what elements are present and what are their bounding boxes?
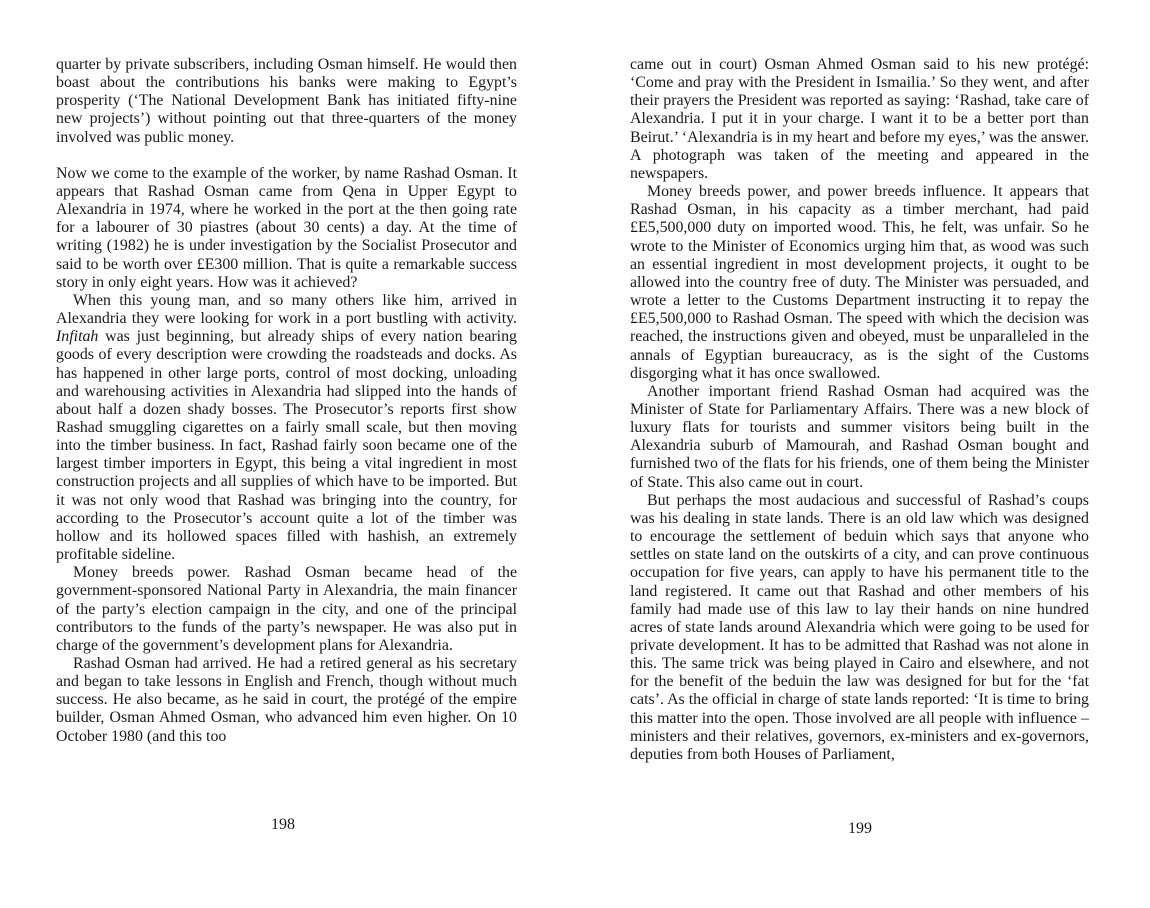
paragraph: Money breeds power. Rashad Osman became head of the government-sponsored National Party in Alexandria, the main financer of the party’s election campaign in the city, and one of the principal contributors to the funds of the party’s newspaper. He was also put in charge of the government’s development plans for Alexandria. xyxy=(56,564,517,654)
left-page-text xyxy=(56,56,517,746)
paragraph-text: When this young man, and so many others like him, arrived in Alexandria they were looking for work in a port bustling with activity. xyxy=(56,291,517,328)
paragraph: Another important friend Rashad Osman had acquired was the Minister of State for Parliamentary Affairs. There was a new block of luxury flats for tourists and summer visitors being built in the Alexandria suburb of Mamourah, and Rashad Osman bought and furnished two of the flats for his friends, one of them being the Minister of State. This also came out in court. xyxy=(630,382,1089,491)
left-page xyxy=(56,56,517,746)
page-number: 198 xyxy=(271,816,295,833)
page-number: 199 xyxy=(848,820,872,837)
paragraph: Money breeds power, and power breeds influence. It appears that Rashad Osman, in his capacity as a timber merchant, had paid £E5,500,000 duty on imported wood. This, he felt, was unfair. So he wrote to the Minister of Economics urging him that, as wood was such an essential ingredient in most development projects, it ought to be allowed into the country free of duty. The Minister was persuaded, and wrote a letter to the Customs Department instructing it to repay the £E5,500,000 to Rashad Osman. The speed with which the decision was reached, the instructions given and obeyed, must be unparalleled in the annals of Egyptian bureaucracy, as is the sight of the Customs disgorging what it has once swallowed. xyxy=(630,183,1089,382)
paragraph-text: was just beginning, but already ships of every nation bearing goods of every description were crowding the roadsteads and docks. As has happened in other large ports, control of most docking, unloading and warehousing activities in Alexandria had slipped into the hands of about half a dozen shady bosses. The Prosecutor’s reports first show Rashad smuggling cigarettes on a fairly small scale, but then moving into the timber business. In fact, Rashad fairly soon became one of the largest timber importers in Egypt, this being a vital ingredient in most construction projects and all supplies of which have to be imported. But it was not only wood that Rashad was bringing into the country, for according to the Prosecutor’s account quite a lot of the timber was hollow and its hollowed spaces filled with hashish, an extremely profitable sideline. xyxy=(56,328,517,564)
right-page xyxy=(630,56,1089,764)
paragraph: But perhaps the most audacious and successful of Rashad’s coups was his dealing in state lands. There is an old law which was designed to encourage the settlement of beduin which says that anyone who settles on state land on the outskirts of a city, and can prove continuous occupation for five years, can apply to have his permanent title to the land registered. It came out that Rashad and other members of his family had made use of this law to lay their hands on nine hundred acres of state lands around Alexandria which were going to be used for private development. It has to be admitted that Rashad was not alone in this. The same trick was being played in Cairo and elsewhere, and not for the benefit of the beduin the law was designed for but for the ‘fat cats’. As the official in charge of state lands reported: ‘It is time to bring this matter into the open. Those involved are all people with influence – ministers and their relatives, governors, ex-ministers and ex-governors, deputies from both Houses of Parliament, xyxy=(630,491,1089,763)
paragraph: quarter by private subscribers, including Osman himself. He would then boast about the contributions his banks were making to Egypt’s prosperity (‘The National Development Bank has initiated fifty-nine new projects’) without pointing out that three-quarters of the money involved was public money. xyxy=(56,56,517,146)
italic-term: Infitah xyxy=(56,328,99,346)
paragraph: came out in court) Osman Ahmed Osman said to his new protégé: ‘Come and pray with the President in Ismailia.’ So they went, and after their prayers the President was reported as saying: ‘Rashad, take care of Alexandria. I put it in your charge. I want it to be a better port than Beirut.’ ‘Alexandria is in my heart and before my eyes,’ was the answer. A photograph was taken of the meeting and appeared in the newspapers. xyxy=(630,56,1089,182)
paragraph xyxy=(56,292,517,564)
right-page-text xyxy=(630,56,1089,764)
paragraph: Now we come to the example of the worker, by name Rashad Osman. It appears that Rashad Osman came from Qena in Upper Egypt to Alexandria in 1974, where he worked in the port at the then going rate for a labourer of 30 piastres (about 30 cents) a day. At the time of writing (1982) he is under investigation by the Socialist Prosecutor and said to be worth over £E300 million. That is quite a remarkable success story in only eight years. How was it achieved? xyxy=(56,164,517,291)
paragraph: Rashad Osman had arrived. He had a retired general as his secretary and began to take lessons in English and French, though without much success. He also became, as he said in court, the protégé of the empire builder, Osman Ahmed Osman, who advanced him even higher. On 10 October 1980 (and this too xyxy=(56,655,517,745)
